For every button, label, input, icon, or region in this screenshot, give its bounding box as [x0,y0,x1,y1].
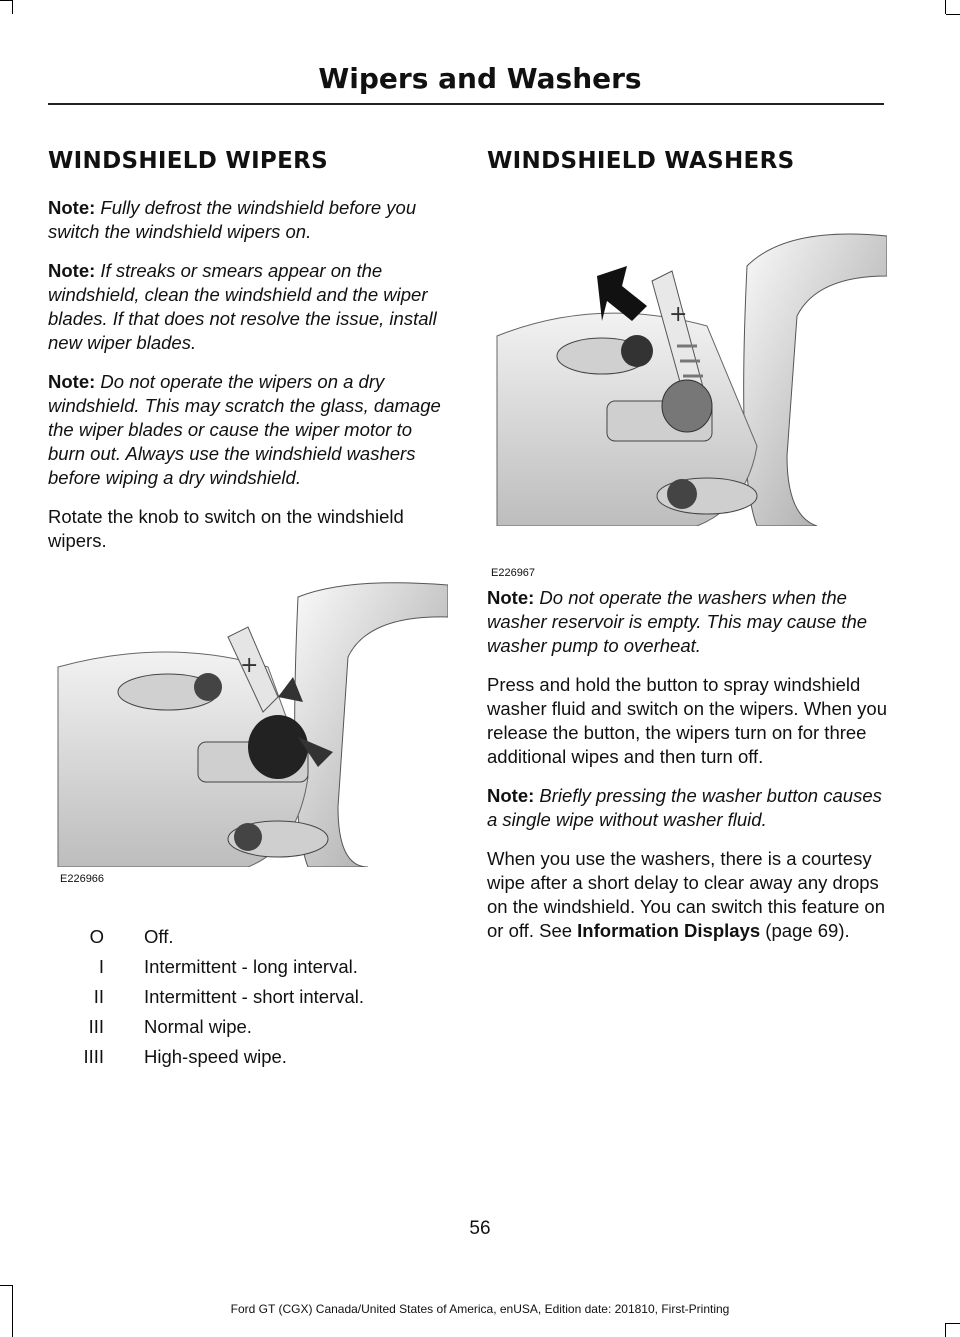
note-label: Note: [48,197,96,218]
section-heading-washers: WINDSHIELD WASHERS [487,148,795,174]
note-defrost [48,196,448,244]
figure-washer-button [487,196,887,579]
note-streaks [48,259,448,355]
svg-text:+: + [240,653,259,678]
crop-mark [946,14,960,15]
legend-row [48,925,448,955]
legend-key: III [88,1016,104,1037]
note-label: Note: [487,785,535,806]
crop-mark [945,0,946,14]
note-label: Note: [48,260,96,281]
note-text: Fully defrost the windshield before you switch the windshield wipers on. [48,197,417,242]
legend-desc: High-speed wipe. [144,1046,287,1067]
page-header-title: Wipers and Washers [318,62,642,95]
wiper-knob-illustration [48,577,448,867]
legend-desc: Normal wipe. [144,1016,252,1037]
note-label: Note: [487,587,535,608]
crop-mark [0,0,12,1]
left-column [48,148,448,1075]
figure-wiper-knob [48,577,448,887]
body-text: When you use the washers, there is a courtesy wipe after a short delay to clear away any drops on the windshield. You can switch this feature on or off. See [487,848,886,941]
note-text: Do not operate the washers when the washer reservoir is empty. This may cause the washer pump to overheat. [487,587,868,656]
legend-desc: Intermittent - short interval. [144,986,365,1007]
legend-row [48,955,448,985]
crop-mark [12,0,13,14]
note-text: Do not operate the wipers on a dry windshield. This may scratch the glass, damage the wiper blades or cause the wiper motor to burn out. Always use the windshield washers before wiping a dry windshield. [48,371,441,488]
note-briefly-pressing [487,784,887,832]
legend-row [48,1045,448,1075]
header-rule [48,103,884,105]
section-heading-wipers: WINDSHIELD WIPERS [48,148,328,174]
body-rotate-knob: Rotate the knob to switch on the windshield wipers. [48,506,404,551]
note-text: Briefly pressing the washer button causes a single wipe without washer fluid. [487,785,882,830]
legend-desc: Off. [144,926,174,947]
note-label: Note: [48,371,96,392]
legend-key: O [89,926,104,947]
legend-row [48,1015,448,1045]
legend-row [48,985,448,1015]
wiper-settings-legend [48,925,448,1075]
footer-edition-info: Ford GT (CGX) Canada/United States of America, enUSA, Edition date: 201810, First-Printing [230,1302,730,1316]
crop-mark [946,1323,960,1324]
legend-desc: Intermittent - long interval. [144,956,358,977]
note-text: If streaks or smears appear on the windshield, clean the windshield and the wiper blades. If that does not resolve the issue, install new wiper blades. [48,260,437,353]
legend-key: II [93,986,104,1007]
right-column [487,148,887,958]
note-empty-reservoir [487,586,887,658]
crop-mark [945,1323,946,1337]
body-press-hold: Press and hold the button to spray windshield washer fluid and switch on the wipers. When you release the button, the wipers turn on for three additional wipes and then turn off. [487,674,888,767]
page-reference: (page 69). [760,920,850,941]
crop-mark [0,1285,12,1286]
body-courtesy-wipe [487,847,887,943]
washer-button-illustration [487,196,887,526]
legend-key: IIII [83,1046,104,1067]
figure-code: E226966 [60,873,105,885]
cross-reference-link[interactable]: Information Displays [577,920,761,941]
page-number: 56 [469,1218,491,1239]
svg-text:+: + [669,302,688,327]
figure-code: E226967 [491,567,536,579]
legend-key: I [98,956,104,977]
note-dry-windshield [48,370,448,490]
